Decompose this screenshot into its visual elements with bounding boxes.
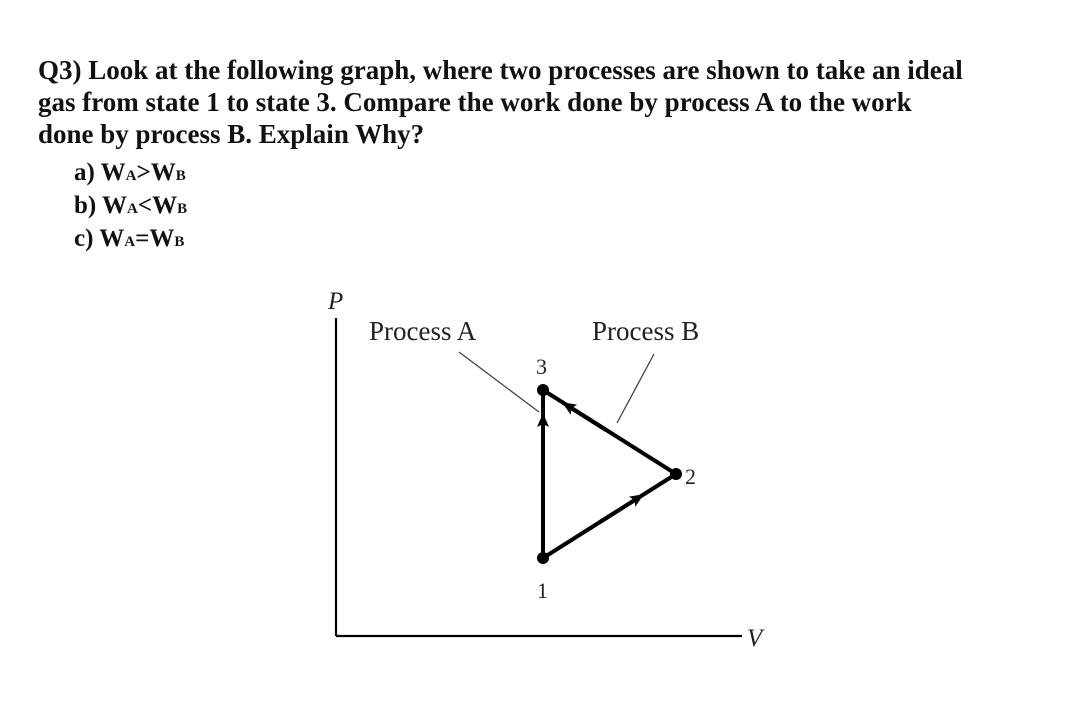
option-b-sub1: A [127, 201, 138, 217]
option-b-op: < [137, 192, 153, 219]
question-line-2: gas from state 1 to state 3. Compare the work done by process A to the work [38, 87, 912, 117]
process-b-path-2-3 [543, 390, 676, 474]
process-b-leader [617, 354, 654, 423]
question-line-1: Q3) Look at the following graph, where two processes are shown to take an ideal [38, 55, 963, 85]
option-b-prefix: b) [74, 192, 97, 219]
option-a-prefix: a) [74, 159, 95, 186]
state-1-label: 1 [537, 578, 548, 603]
option-b-sub2: B [177, 201, 188, 217]
option-c-sub2: B [174, 234, 185, 250]
state-3-point [537, 384, 549, 396]
option-b-w2: W [152, 192, 178, 219]
state-3-label: 3 [536, 354, 547, 379]
option-c-op: = [135, 225, 150, 252]
x-axis-label: V [747, 625, 763, 652]
option-b-w1: W [102, 192, 128, 219]
y-axis-label: P [328, 288, 344, 315]
process-b-arrow-1-2 [600, 498, 638, 522]
question-line-3: done by process B. Explain Why? [38, 119, 425, 149]
process-a-label: Process A [369, 316, 477, 346]
option-a-sub2: B [175, 168, 186, 184]
option-c-prefix: c) [74, 225, 94, 252]
option-a-op: > [136, 159, 151, 186]
process-a-leader [459, 352, 539, 412]
process-b-label: Process B [592, 316, 700, 346]
option-c-w1: W [99, 225, 125, 252]
option-c-sub1: A [124, 234, 136, 250]
option-a-sub1: A [125, 168, 137, 184]
option-a-w2: W [150, 159, 176, 186]
state-1-point [537, 552, 549, 564]
option-a-w1: W [100, 159, 126, 186]
state-2-point [670, 468, 682, 480]
process-b-arrow-2-3 [568, 406, 606, 430]
state-2-label: 2 [685, 464, 696, 489]
option-c-w2: W [149, 225, 175, 252]
